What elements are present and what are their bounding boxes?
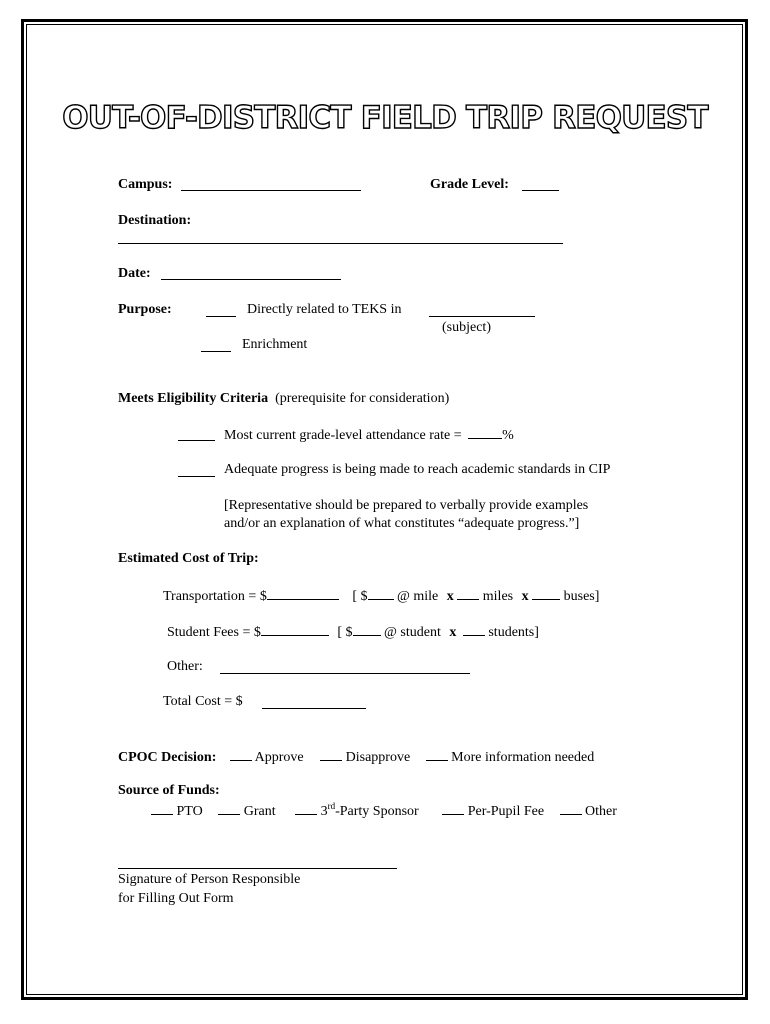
sponsor-checkbox-line[interactable] — [295, 801, 317, 815]
sponsor-number: 3 — [320, 804, 328, 819]
student-fees-label: Student Fees = $ — [167, 625, 261, 640]
disapprove-option: Disapprove — [345, 750, 411, 765]
disapprove-checkbox-line[interactable] — [320, 747, 342, 761]
times-sign: x — [446, 589, 454, 604]
eligibility-heading: Meets Eligibility Criteria — [118, 391, 269, 406]
sponsor-ordinal: rd — [327, 801, 336, 811]
subject-caption: (subject) — [442, 320, 491, 335]
cpoc-label: CPOC Decision: — [118, 750, 217, 765]
students-count-field[interactable] — [463, 622, 485, 636]
transportation-open: [ $ — [352, 589, 368, 604]
student-fees-amount-field[interactable] — [261, 622, 329, 636]
times-sign: x — [449, 625, 457, 640]
signature-caption-1: Signature of Person Responsible — [118, 872, 301, 887]
transportation-label: Transportation = $ — [163, 589, 267, 604]
destination-field[interactable] — [118, 243, 563, 244]
attendance-item — [224, 425, 514, 445]
student-fees-row — [167, 622, 539, 642]
miles-field[interactable] — [457, 586, 479, 600]
per-pupil-checkbox-line[interactable] — [442, 801, 464, 815]
grade-level-field[interactable] — [522, 190, 559, 191]
buses-text: buses] — [563, 589, 600, 604]
transportation-row — [163, 586, 599, 606]
sponsor-option — [320, 801, 419, 819]
cost-heading: Estimated Cost of Trip: — [118, 551, 259, 566]
per-pupil-option: Per-Pupil Fee — [467, 804, 545, 819]
representative-note-1: [Representative should be prepared to verbally provide examples — [224, 498, 589, 513]
other-cost-field[interactable] — [220, 673, 470, 674]
teks-option: Directly related to TEKS in — [247, 302, 402, 317]
buses-field[interactable] — [532, 586, 560, 600]
approve-checkbox-line[interactable] — [230, 747, 252, 761]
date-label: Date: — [118, 266, 151, 281]
progress-item: Adequate progress is being made to reach academic standards in CIP — [224, 462, 611, 477]
grade-level-label: Grade Level: — [430, 177, 509, 192]
cpoc-row — [118, 747, 594, 767]
subject-field[interactable] — [429, 316, 535, 317]
attendance-checkbox-line[interactable] — [178, 440, 215, 441]
other-funds-checkbox-line[interactable] — [560, 801, 582, 815]
fee-per-student-field[interactable] — [353, 622, 381, 636]
transportation-amount-field[interactable] — [267, 586, 339, 600]
funds-label: Source of Funds: — [118, 783, 220, 798]
per-student-text: @ student — [384, 625, 441, 640]
grant-checkbox-line[interactable] — [218, 801, 240, 815]
total-cost-field[interactable] — [262, 708, 366, 709]
signature-caption-2: for Filling Out Form — [118, 891, 234, 906]
more-info-checkbox-line[interactable] — [426, 747, 448, 761]
attendance-rate-field[interactable] — [468, 425, 502, 439]
campus-label: Campus: — [118, 177, 173, 192]
attendance-text: Most current grade-level attendance rate = — [224, 428, 462, 443]
purpose-label: Purpose: — [118, 302, 172, 317]
campus-field[interactable] — [181, 190, 361, 191]
miles-text: miles — [482, 589, 514, 604]
per-mile-text: @ mile — [397, 589, 439, 604]
enrichment-checkbox-line[interactable] — [201, 351, 231, 352]
date-field[interactable] — [161, 279, 341, 280]
students-text: students] — [488, 625, 539, 640]
approve-option: Approve — [254, 750, 304, 765]
teks-checkbox-line[interactable] — [206, 316, 236, 317]
destination-label: Destination: — [118, 213, 192, 228]
funds-row — [151, 801, 617, 821]
attendance-percent: % — [502, 428, 514, 443]
eligibility-note: (prerequisite for consideration) — [275, 391, 450, 406]
signature-field[interactable] — [118, 868, 397, 869]
enrichment-option: Enrichment — [242, 337, 308, 352]
total-cost-label: Total Cost = $ — [163, 694, 243, 709]
sponsor-text: -Party Sponsor — [335, 804, 419, 819]
form-title: OUT-OF-DISTRICT FIELD TRIP REQUEST — [62, 100, 708, 136]
other-cost-label: Other: — [167, 659, 203, 674]
pto-checkbox-line[interactable] — [151, 801, 173, 815]
more-info-option: More information needed — [451, 750, 595, 765]
rate-per-mile-field[interactable] — [368, 586, 394, 600]
times-sign: x — [521, 589, 529, 604]
student-fees-open: [ $ — [337, 625, 353, 640]
grant-option: Grant — [243, 804, 276, 819]
progress-checkbox-line[interactable] — [178, 476, 215, 477]
other-funds-option: Other — [585, 804, 617, 819]
representative-note-2: and/or an explanation of what constitutes “adequate progress.”] — [224, 516, 580, 531]
eligibility-heading-row — [118, 390, 449, 408]
pto-option: PTO — [176, 804, 203, 819]
